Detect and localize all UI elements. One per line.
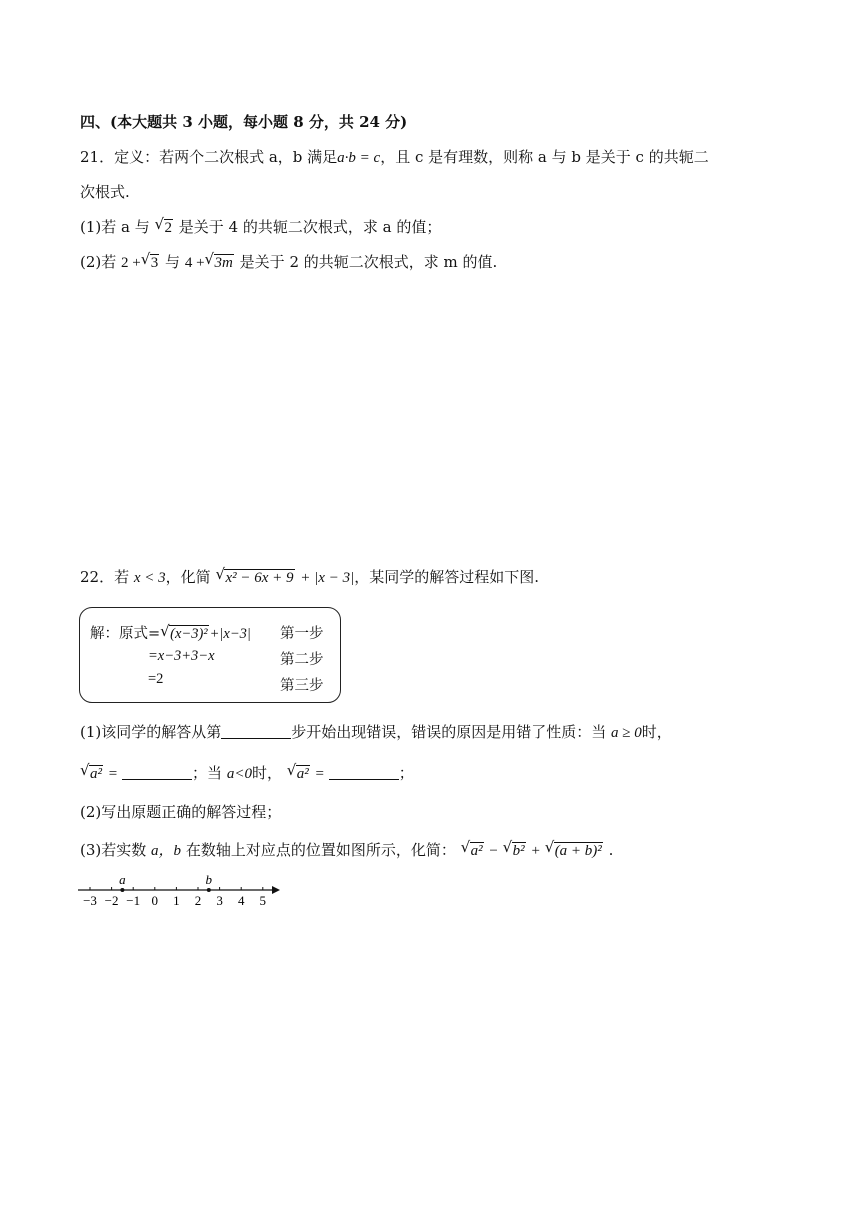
q21-part2-expr2-prefix: 4 + [184,255,205,271]
number-line-tick-label: 3 [216,893,223,908]
number-line-point-b [207,888,211,892]
q21-part2-text-a: (2)若 [80,253,117,271]
q22-part1-condition: a ≥ 0 [611,725,642,741]
solution-line2: =x−3+3−x [148,648,215,664]
q22-part3-end: . [608,841,614,859]
q22-part3-vars: a，b [151,843,182,859]
number-line-tick-label: 4 [237,893,245,908]
number-line-tick-label: 0 [151,893,159,908]
q21-part2-expr1-sqrt: √ 3 [140,250,159,271]
q21-part2-text-b: 是关于 2 的共轭二次根式，求 m 的值. [239,253,498,271]
section-heading: 四、(本大题共 3 小题，每小题 8 分，共 24 分) [80,113,408,131]
solution-step1: 第一步 [280,626,324,642]
answer-blank-neg[interactable] [329,765,399,780]
q22-part3-sqrt-b2: √ b² [502,838,525,859]
equals-sign-1: = [108,766,118,782]
q21-part1-sqrt: √ 2 [154,215,173,236]
q22-part1-line2-condition: a<0 [226,766,252,782]
number-line-tick-label: −2 [104,893,119,908]
number-line-arrow-icon [272,886,280,894]
number-line-label-b: b [205,872,213,887]
q22-part1-line2 [80,763,414,784]
q21-part1-text-a: (1)若 a 与 [80,218,150,236]
answer-blank-step[interactable] [221,724,291,739]
number-line-tick-label: 1 [173,893,180,908]
number-line-label-a: a [119,872,126,887]
q21-intro-continued: 次根式. [80,183,130,201]
solution-line3: =2 [148,671,164,687]
number-line-point-a [120,888,124,892]
q21-intro [80,147,709,168]
q22-intro-text-a: 22．若 [80,568,130,586]
q21-part1-text-b: 是关于 4 的共轭二次根式，求 a 的值； [178,218,442,236]
equals-sign-2: = [315,766,324,782]
q22-part1-line2-mid2: 时， [251,764,282,782]
q22-part3-text-a: (3)若实数 [80,841,147,859]
number-line-tick-label: 5 [259,893,267,908]
q22-part2: (2)写出原题正确的解答过程； [80,803,282,821]
q22-part3 [80,840,613,861]
q22-part1-line2-end: ； [398,764,414,782]
q21-part2 [80,252,497,273]
answer-blank-nonneg[interactable] [122,765,192,780]
q22-sqrt-a2-2: √ a² [286,761,309,782]
q22-part1 [80,722,672,743]
q22-part1-line2-mid: ；当 [192,764,223,782]
solution-box [79,607,341,703]
number-line-tick-label: 2 [194,893,202,908]
q21-part2-expr1-prefix: 2 + [121,255,141,271]
q22-intro [80,567,539,588]
q21-part2-expr2-sqrt: √ 3m [204,250,233,271]
q22-sqrt-expression: √ x² − 6x + 9 [215,565,294,586]
q21-intro-text-b: ，且 c 是有理数，则称 a 与 b 是关于 c 的共轭二 [380,148,709,166]
q22-part3-sqrt-a2: √ a² [460,838,483,859]
q21-part1 [80,217,441,237]
q22-abs-expression: + |x − 3| [300,570,355,586]
q21-part2-text-mid: 与 [165,253,181,271]
plus-sign: + [531,843,540,859]
q22-condition: x < 3 [133,570,166,586]
solution-line1: 解：原式= √ (x−3)² +|x−3| [90,622,251,642]
q22-intro-text-b: ，化简 [165,568,211,586]
solution-step2: 第二步 [280,652,324,668]
q22-part3-text-b: 在数轴上对应点的位置如图所示，化简： [185,841,456,859]
q22-part1-text-b: 步开始出现错误，错误的原因是用错了性质：当 [291,723,607,741]
q22-intro-text-c: ，某同学的解答过程如下图. [354,568,539,586]
number-line [76,872,286,912]
q21-intro-text-a: 21．定义：若两个二次根式 a，b 满足 [80,148,338,166]
solution-step3: 第三步 [280,678,324,694]
number-line-tick-label: −3 [83,893,97,908]
q22-sqrt-a2-1: √ a² [80,761,102,782]
q22-part1-text-a: (1)该同学的解答从第 [80,723,222,741]
q22-part1-text-c: 时， [641,723,672,741]
minus-sign: − [489,843,498,859]
number-line-tick-label: −1 [126,893,141,908]
q22-part3-sqrt-ab2: √ (a + b)² [544,838,602,859]
q21-intro-formula: a·b = c [337,150,381,166]
